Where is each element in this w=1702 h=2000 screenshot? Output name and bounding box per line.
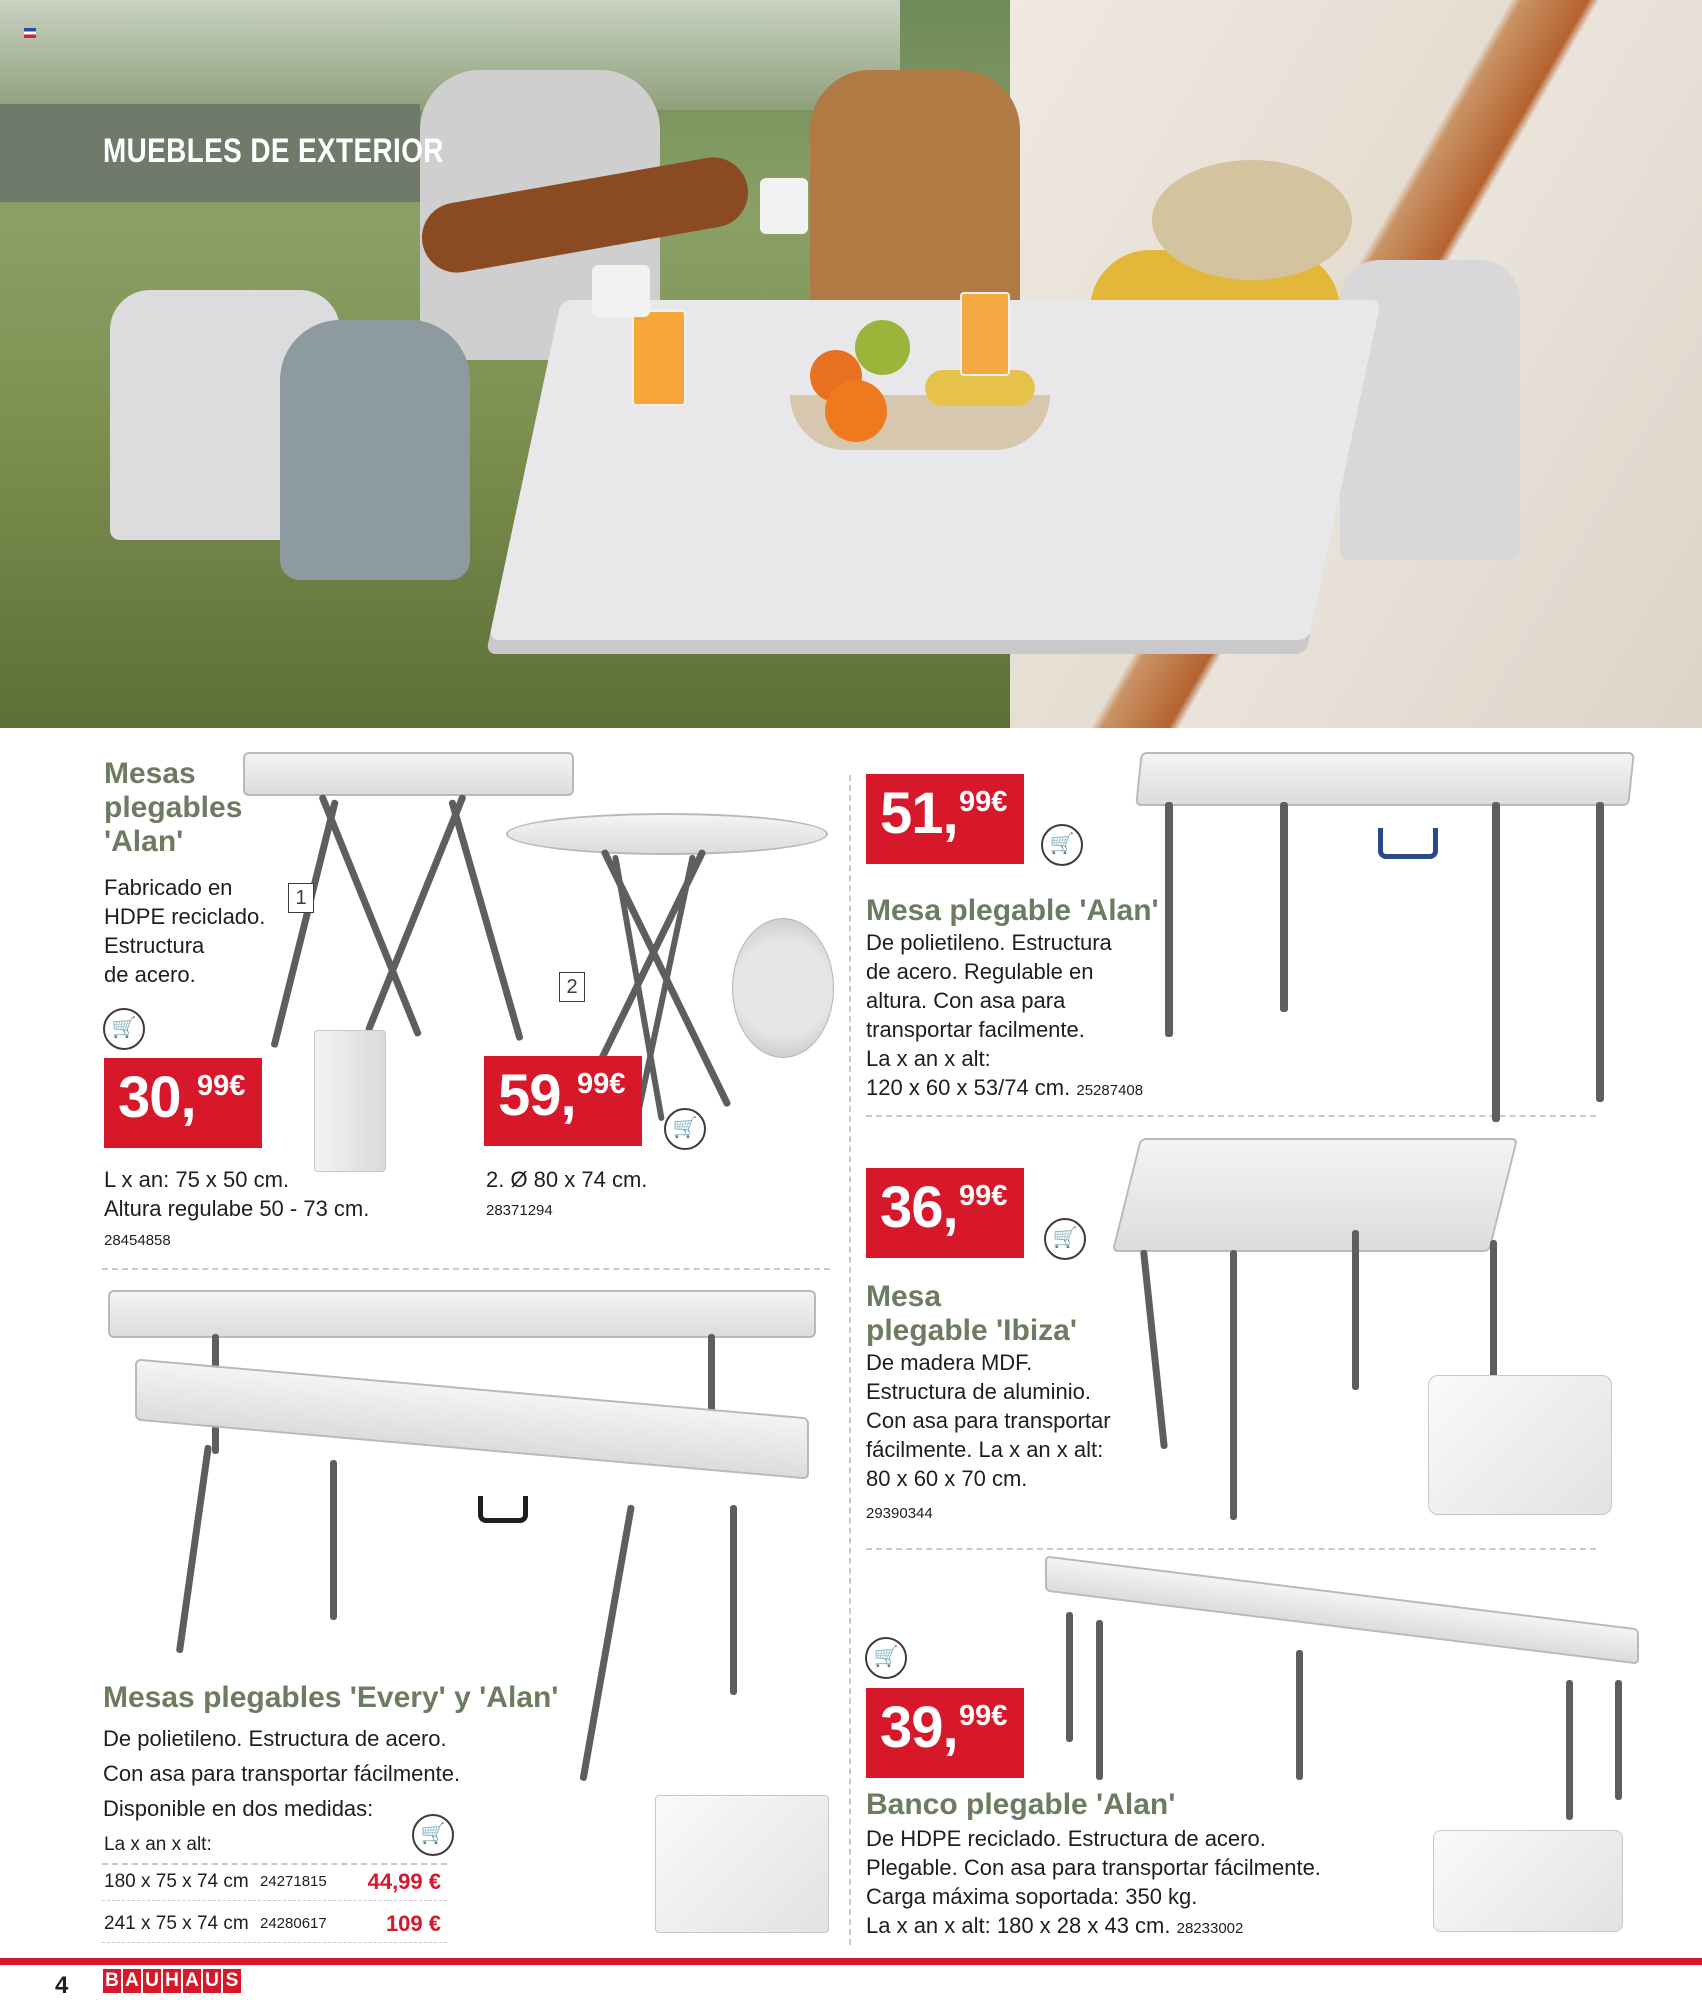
hero-juice-glass — [960, 292, 1010, 376]
bench-leg — [1615, 1680, 1622, 1800]
price-tag — [866, 1168, 1024, 1258]
variant-specs — [104, 1165, 369, 1223]
product-title-line: 'Alan' — [104, 825, 184, 858]
size-price: 44,99 € — [367, 1869, 441, 1894]
description-line: De HDPE reciclado. Estructura de acero. — [866, 1826, 1266, 1851]
description-line: De madera MDF. — [866, 1350, 1033, 1375]
product-image-folded — [655, 1795, 829, 1933]
carry-handle — [1378, 828, 1438, 859]
hero-mug — [592, 265, 650, 317]
flag-icon — [24, 28, 36, 38]
description-line: Disponible en dos medidas: — [103, 1796, 374, 1821]
table-row — [102, 1866, 447, 1901]
page-number: 4 — [55, 1972, 69, 1999]
price-tag — [104, 1058, 262, 1148]
description-line: de acero. — [104, 962, 196, 987]
variant-number-box: 2 — [559, 972, 585, 1002]
row-divider — [102, 1268, 830, 1270]
bench-leg — [1096, 1620, 1103, 1780]
row-divider — [866, 1548, 1596, 1550]
product-sku: 24271815 — [260, 1873, 327, 1890]
table-leg — [1596, 802, 1604, 1102]
size-dimensions: 180 x 75 x 74 cm — [104, 1871, 249, 1892]
product-description — [866, 1824, 1321, 1943]
variant-number-box: 1 — [288, 883, 314, 913]
price-decimals: 99€ — [959, 1180, 1008, 1212]
spec-line: Altura regulabe 50 - 73 cm. — [104, 1196, 370, 1221]
spec-line: L x an: 75 x 50 cm. — [104, 1167, 290, 1192]
description-line: De polietileno. Estructura — [866, 930, 1112, 955]
bench-leg — [1066, 1612, 1073, 1742]
logo-letter: U — [203, 1969, 221, 1993]
footer-rule — [0, 1958, 1702, 1965]
section-banner — [0, 104, 444, 202]
description-line: HDPE reciclado. — [104, 904, 266, 929]
product-sku: 24280617 — [260, 1915, 327, 1932]
shopping-cart-icon[interactable]: 🛒 — [664, 1108, 706, 1150]
description-line — [866, 1073, 1143, 1105]
table-leg — [579, 1504, 635, 1781]
product-title-line: plegable 'Ibiza' — [866, 1314, 1077, 1347]
price-integer: 30, — [118, 1065, 196, 1130]
sizes-table-header: La x an x alt: — [104, 1834, 212, 1855]
description-line: Fabricado en — [104, 875, 233, 900]
shopping-cart-icon[interactable]: 🛒 — [1041, 824, 1083, 866]
size-price: 109 € — [385, 1911, 441, 1936]
table-leg — [1352, 1230, 1359, 1390]
bench-leg — [1296, 1650, 1303, 1780]
logo-letter: B — [103, 1969, 121, 1993]
spec-line: 2. Ø 80 x 74 cm. — [486, 1167, 648, 1192]
product-image-alan-round — [506, 813, 828, 855]
description-line: Con asa para transportar — [866, 1408, 1111, 1433]
description-line: Carga máxima soportada: 350 kg. — [866, 1884, 1198, 1909]
description-line: 80 x 60 x 70 cm. — [866, 1466, 1028, 1491]
row-divider — [866, 1115, 1596, 1117]
table-divider — [102, 1863, 447, 1865]
price-decimals: 99€ — [959, 786, 1008, 818]
product-sku: 28233002 — [1176, 1920, 1244, 1937]
description-line: De polietileno. Estructura de acero. — [103, 1726, 447, 1751]
product-dimensions: La x an x alt: 180 x 28 x 43 cm. — [866, 1913, 1171, 1938]
table-leg — [1492, 802, 1500, 1122]
shopping-cart-icon[interactable]: 🛒 — [865, 1637, 907, 1679]
carry-handle — [478, 1496, 528, 1523]
price-decimals: 99€ — [959, 1700, 1008, 1732]
product-sku: 29390344 — [866, 1505, 933, 1522]
product-sku: 28454858 — [104, 1232, 171, 1249]
product-sku: 28371294 — [486, 1202, 553, 1219]
table-row — [102, 1908, 447, 1943]
product-description — [866, 1348, 1111, 1493]
product-description — [866, 928, 1143, 1105]
hero-fruit — [855, 320, 910, 375]
product-description — [103, 1721, 460, 1826]
product-title-line: Mesas — [104, 757, 196, 790]
table-leg — [176, 1445, 212, 1654]
hero-fruit — [825, 380, 887, 442]
logo-letter: H — [163, 1969, 181, 1993]
table-leg — [634, 854, 696, 1119]
product-image-folded — [314, 1030, 386, 1172]
description-line: fácilmente. La x an x alt: — [866, 1437, 1104, 1462]
table-leg — [1230, 1250, 1237, 1520]
product-title — [104, 757, 242, 859]
size-dimensions: 241 x 75 x 74 cm — [104, 1913, 249, 1934]
description-line: altura. Con asa para — [866, 988, 1066, 1013]
hero-straw-hat — [1152, 160, 1352, 280]
product-description — [104, 873, 265, 989]
variant-specs — [486, 1165, 647, 1194]
price-integer: 59, — [498, 1063, 576, 1128]
table-leg — [1280, 802, 1288, 1012]
bench-leg — [1566, 1680, 1573, 1820]
price-tag — [866, 774, 1024, 864]
product-image-alan-rect — [243, 752, 574, 796]
description-line: Estructura de aluminio. — [866, 1379, 1091, 1404]
logo-letter: S — [223, 1969, 241, 1993]
shopping-cart-icon[interactable]: 🛒 — [412, 1814, 454, 1856]
table-leg — [1490, 1240, 1497, 1380]
shopping-cart-icon[interactable]: 🛒 — [103, 1008, 145, 1050]
hero-mug — [760, 178, 808, 234]
product-image-folded-bench — [1433, 1830, 1623, 1932]
price-tag — [866, 1688, 1024, 1778]
product-title — [866, 1280, 1077, 1348]
product-image-every-table — [108, 1290, 816, 1338]
table-leg — [365, 794, 467, 1033]
description-line: de acero. Regulable en — [866, 959, 1094, 984]
price-decimals: 99€ — [577, 1068, 626, 1100]
hero-person-woman — [810, 70, 1020, 330]
table-leg — [330, 1460, 337, 1620]
description-line: Estructura — [104, 933, 205, 958]
product-image-alan-table — [1135, 752, 1635, 806]
description-line — [866, 1911, 1321, 1943]
product-sku: 25287408 — [1076, 1082, 1144, 1099]
hero-table — [489, 300, 1381, 640]
product-image-bench — [1045, 1556, 1639, 1665]
hero-juice-glass — [632, 310, 686, 406]
table-leg — [1140, 1250, 1168, 1450]
product-image-folded-round — [732, 918, 834, 1058]
product-dimensions: 120 x 60 x 53/74 cm. — [866, 1075, 1071, 1100]
hero-person-boy — [280, 320, 470, 580]
price-tag — [484, 1056, 642, 1146]
logo-letter: U — [143, 1969, 161, 1993]
price-integer: 36, — [880, 1175, 958, 1240]
table-leg — [270, 799, 338, 1048]
product-title-line: plegables — [104, 791, 243, 824]
shopping-cart-icon[interactable]: 🛒 — [1044, 1218, 1086, 1260]
column-divider — [849, 775, 851, 1945]
bauhaus-logo — [103, 1969, 243, 1995]
product-title: Banco plegable 'Alan' — [866, 1788, 1176, 1821]
product-title: Mesas plegables 'Every' y 'Alan' — [103, 1681, 559, 1714]
product-image-folded — [1428, 1375, 1612, 1515]
product-image-ibiza — [1112, 1138, 1518, 1252]
description-line: La x an x alt: — [866, 1046, 991, 1071]
section-title: MUEBLES DE EXTERIOR — [103, 132, 444, 170]
description-line: Con asa para transportar fácilmente. — [103, 1761, 461, 1786]
price-decimals: 99€ — [197, 1070, 246, 1102]
table-leg — [318, 794, 422, 1038]
description-line: Plegable. Con asa para transportar fácilmente. — [866, 1855, 1321, 1880]
price-integer: 39, — [880, 1695, 958, 1760]
logo-letter: A — [123, 1969, 141, 1993]
table-leg — [1165, 802, 1173, 1037]
description-line: transportar facilmente. — [866, 1017, 1085, 1042]
logo-letter: A — [183, 1969, 201, 1993]
product-title: Mesa plegable 'Alan' — [866, 894, 1159, 927]
price-integer: 51, — [880, 781, 958, 846]
product-title-line: Mesa — [866, 1280, 942, 1313]
table-leg — [730, 1505, 737, 1695]
